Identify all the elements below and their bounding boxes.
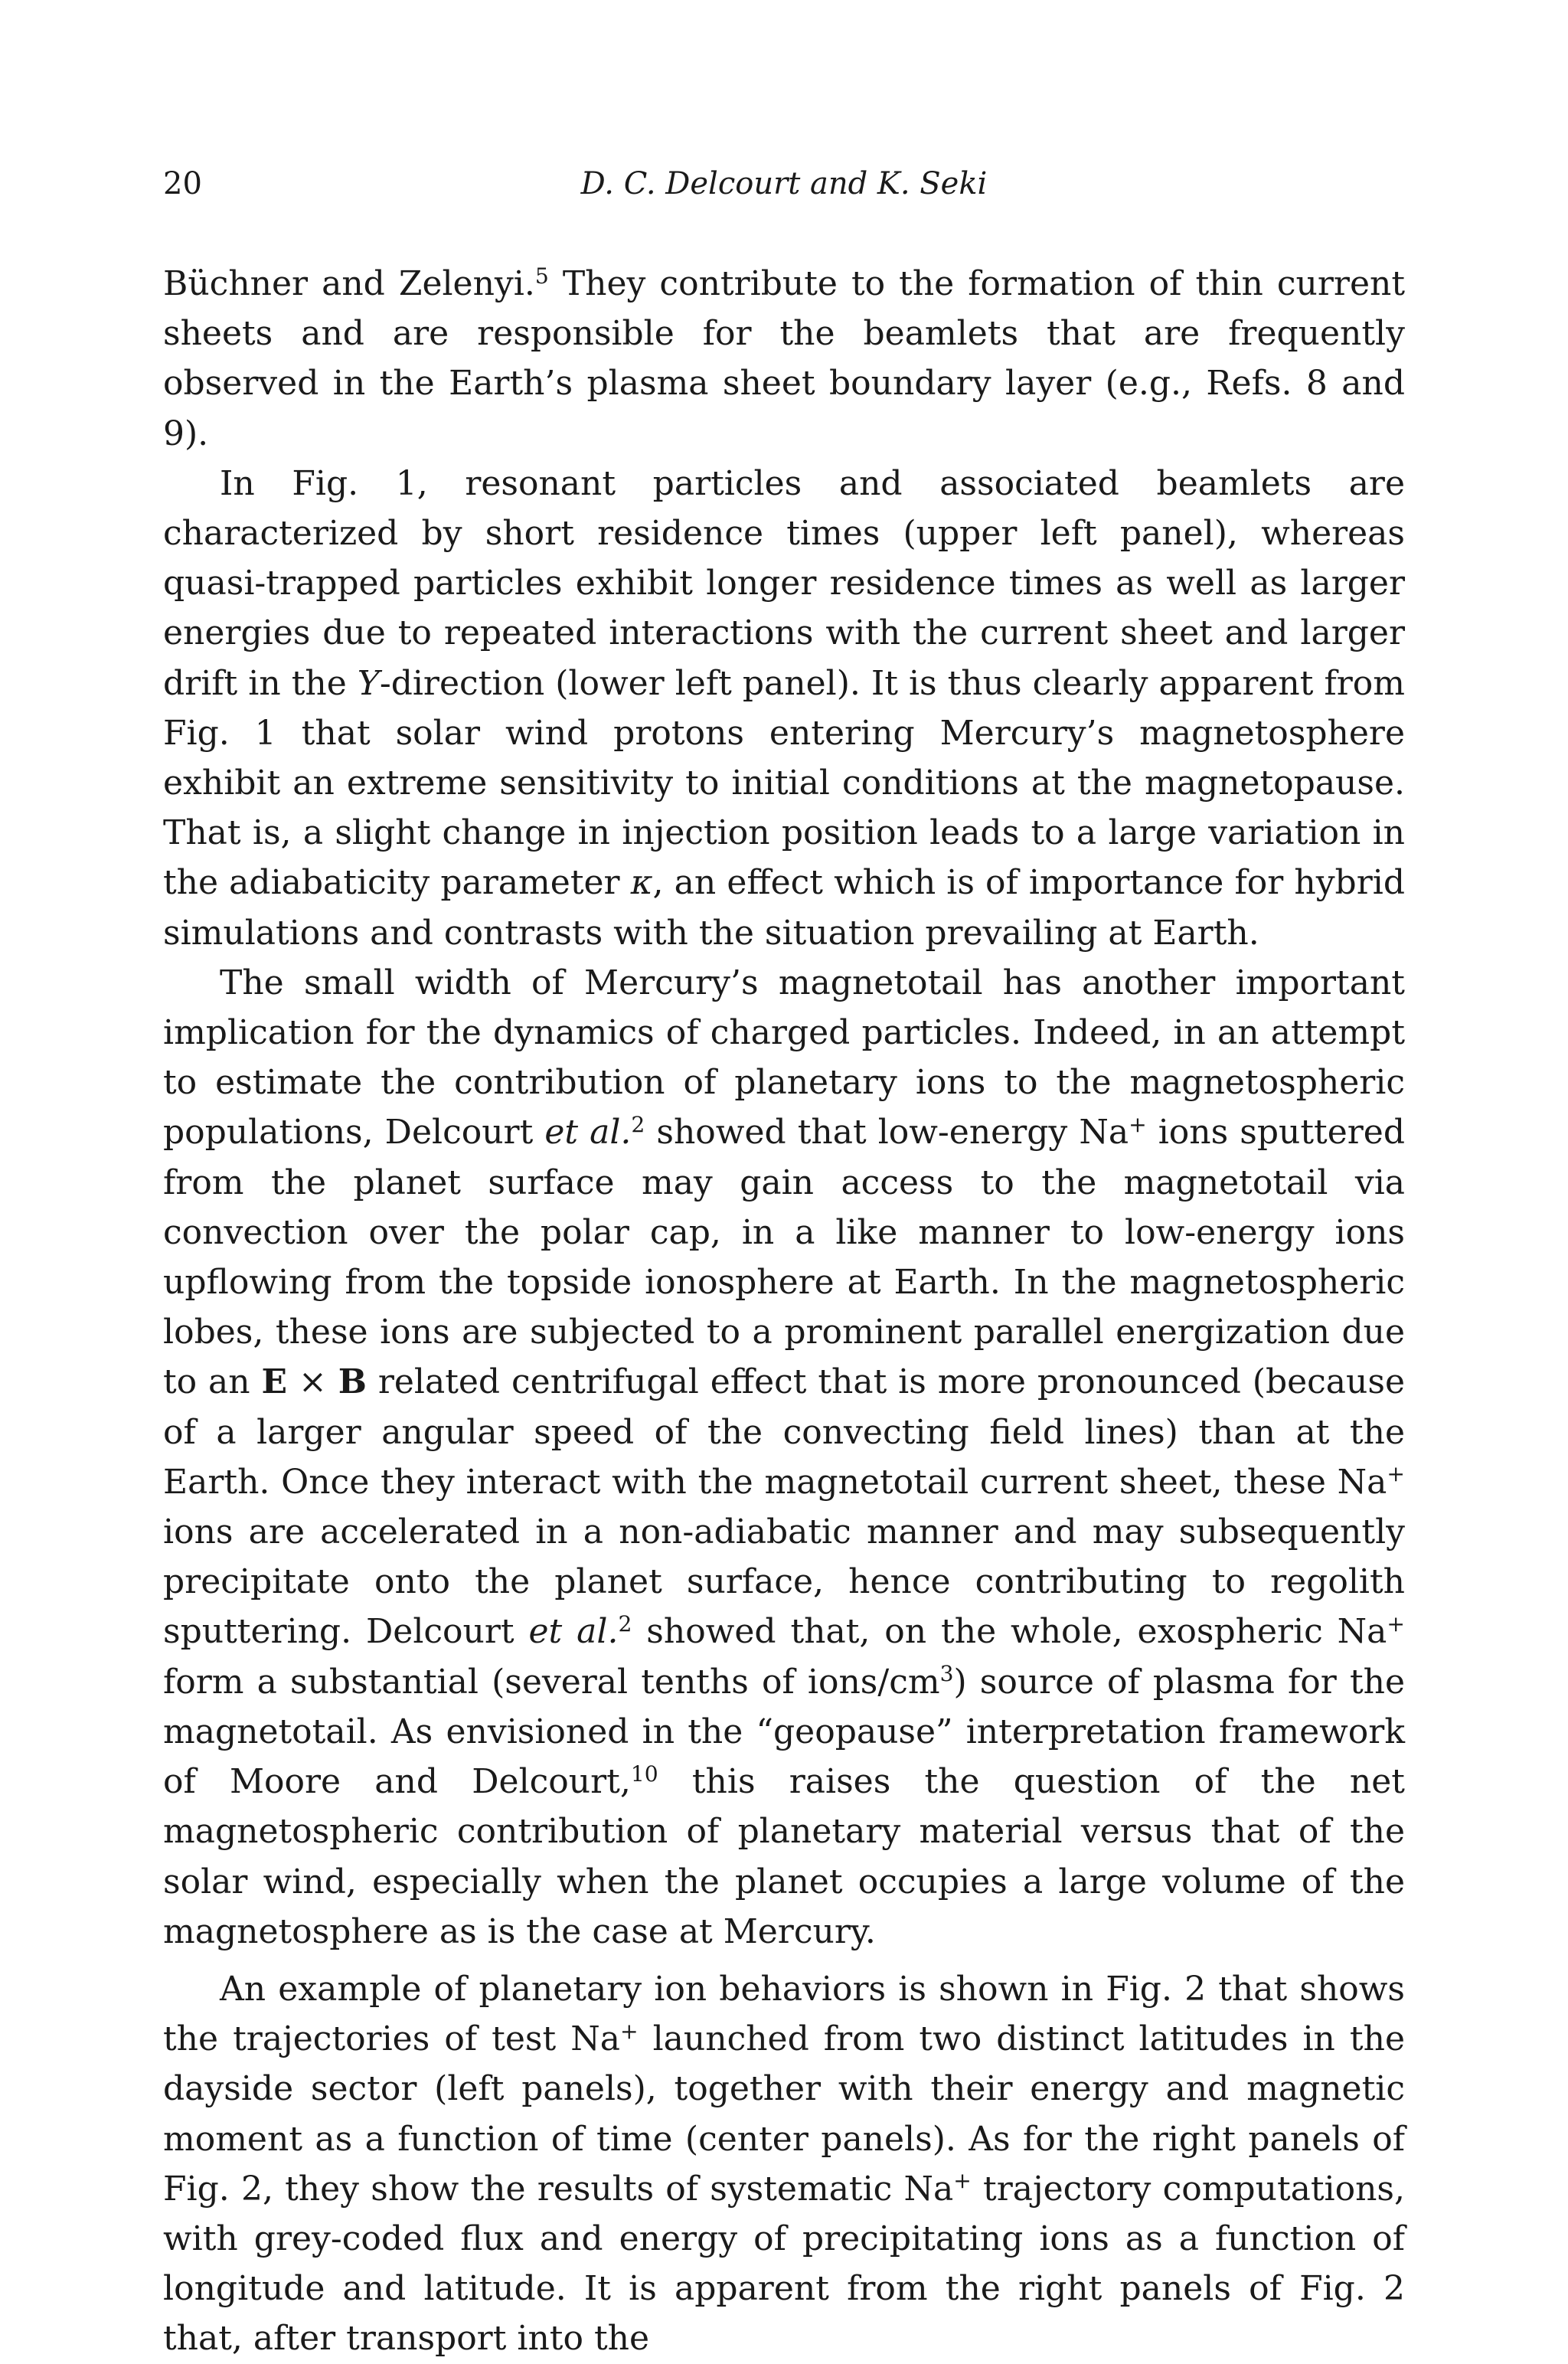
header-authors: D. C. Delcourt and K. Seki [580, 166, 988, 201]
citation-superscript: 2 [618, 1611, 632, 1636]
charge-superscript: + [953, 2168, 972, 2194]
math-variable: Y [357, 663, 380, 703]
paragraph-text: trajectory computations, with grey-coded flux and energy of precipitating ions as a function of longitude and latitude. It is apparent from the right panels of Fig. 2 that, after transport into the [163, 2169, 1406, 2359]
paragraph-text: The small width of Mercury’s magnetotail has another important implication for the dynamics of charged particles. Indeed, in an attempt to estimate the contribution of planetary ions to the magnetospheric populations, Delcourt [163, 963, 1405, 1153]
body-text [163, 259, 1405, 2364]
et-al: et al. [528, 1612, 619, 1652]
charge-superscript: + [1387, 1461, 1405, 1487]
citation-superscript: 2 [631, 1111, 645, 1137]
paragraph-text: ions are accelerated in a non-adiabatic manner and may subsequently precipitate onto the planet surface, hence contributing to regolith sputtering. Delcourt [163, 1512, 1405, 1652]
vector-e: E [261, 1362, 288, 1402]
paragraph-text: Büchner and Zelenyi. [163, 264, 535, 303]
paragraph-text: related centrifugal effect that is more pronounced (because of a larger angular speed of the convecting field lines) than at the Earth. Once they interact with the magnetotail current sheet, these Na [163, 1362, 1405, 1502]
paragraph-text: launched from two distinct latitudes in the dayside sector (left panels), together with their energy and magnetic moment as a function of time (center panels). As for the right panels of Fig. 2, they show the results of systematic Na [163, 2019, 1405, 2209]
paragraph-text: showed that low-energy Na [645, 1113, 1129, 1153]
paragraph-text: this raises the question of the net magnetospheric contribution of planetary material versus that of the solar wind, especially when the planet occupies a large volume of the magnetosphere as is the case at Mercury. [163, 1762, 1405, 1951]
et-al: et al. [544, 1113, 632, 1153]
paragraph-text: form a substantial (several tenths of ions/cm [163, 1662, 940, 1702]
vector-b: B [338, 1362, 367, 1402]
charge-superscript: + [1387, 1611, 1405, 1636]
charge-superscript: + [1129, 1111, 1147, 1137]
paragraph-text: showed that, on the whole, exospheric Na [632, 1612, 1387, 1652]
paragraph-4 [163, 1964, 1405, 2364]
charge-superscript: + [619, 2018, 639, 2044]
paragraph-text: , an effect which is of importance for hybrid simulations and contrasts with the situation prevailing at Earth. [163, 863, 1405, 953]
paragraph-1 [163, 259, 1405, 459]
citation-superscript: 5 [534, 263, 549, 289]
paragraph-text: An example of planetary ion behaviors is shown in Fig. 2 that shows the trajectories of test Na [163, 1969, 1405, 2059]
page-number: 20 [163, 166, 202, 201]
paragraph-text: In Fig. 1, resonant particles and associated beamlets are characterized by short residence times (upper left panel), whereas quasi-trapped particles exhibit longer residence times as well as larger energies due to repeated interactions with the current sheet and larger drift in the [163, 463, 1405, 703]
paragraph-3 [163, 958, 1405, 1957]
cross-product: × [287, 1362, 338, 1402]
paragraph-text: ) source of plasma for the magnetotail. As envisioned in the “geopause” interpretation framework of Moore and Delcourt, [163, 1662, 1405, 1802]
paragraph-text: -direction (lower left panel). It is thus clearly apparent from Fig. 1 that solar wind protons entering Mercury’s magnetosphere exhibit an extreme sensitivity to initial conditions at the magnetopause. That is, a slight change in injection position leads to a large variation in the adiabaticity parameter [163, 663, 1405, 903]
paragraph-text: They contribute to the formation of thin current sheets and are responsible for the beamlets that are frequently observed in the Earth’s plasma sheet boundary layer (e.g., Refs. 8 and 9). [163, 264, 1406, 453]
paragraph-text: ions sputtered from the planet surface may gain access to the magnetotail via convection over the polar cap, in a like manner to low-energy ions upflowing from the topside ionosphere at Earth. In the magnetospheric lobes, these ions are subjected to a prominent parallel energization due to an [163, 1113, 1405, 1402]
paragraph-2 [163, 459, 1405, 958]
math-symbol: κ [630, 863, 653, 903]
citation-superscript: 10 [630, 1761, 658, 1787]
exponent-superscript: 3 [939, 1661, 954, 1687]
running-head [163, 161, 1405, 207]
